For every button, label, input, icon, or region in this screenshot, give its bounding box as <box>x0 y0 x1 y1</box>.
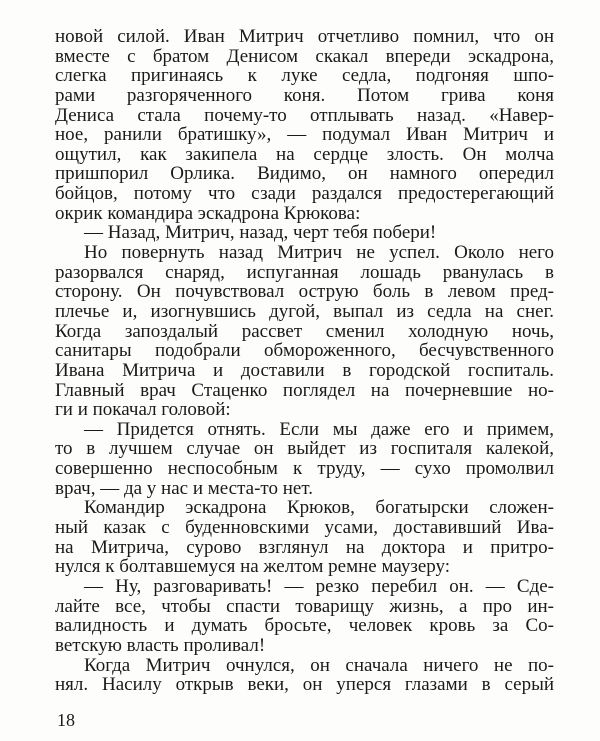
text-line: сторону. Он почувствовал острую боль в левом пред- <box>55 281 554 303</box>
text-line: Главный врач Стаценко поглядел на почерневшие но- <box>55 379 554 401</box>
text-line: — Ну, разговаривать! — резко перебил он. — Сде- <box>84 575 554 597</box>
text-line: — Назад, Митрич, назад, черт тебя побери! <box>84 222 437 244</box>
text-line: лайте все, чтобы спасти товарищу жизнь, а про ин- <box>55 595 554 617</box>
text-line: плечье и, изогнувшись дугой, выпал из седла на снег. <box>55 300 554 322</box>
text-line: Когда Митрич очнулся, он сначала ничего не по- <box>84 654 554 676</box>
text-line: на Митрича, сурово взглянул на доктора и притро- <box>55 536 554 558</box>
text-line: нулся к болтавшемуся на желтом ремне маузеру: <box>55 556 451 578</box>
text-line: совершенно неспособным к труду, — сухо промолвил <box>55 458 554 480</box>
text-line: разорвался снаряд, испуганная лошадь рванулась в <box>55 261 554 283</box>
text-line: ощутил, как закипела на сердце злость. Он молча <box>55 143 554 165</box>
text-line: слегка пригинаясь к луке седла, подгоняя шпо- <box>55 65 554 87</box>
text-line: ги и покачал головой: <box>55 399 231 421</box>
text-line: Ивана Митрича и доставили в городской госпиталь. <box>55 359 554 381</box>
text-line: рами разгоряченного коня. Потом грива коня <box>55 84 554 106</box>
text-line: Но повернуть назад Митрич не успел. Около него <box>84 242 554 264</box>
text-line: пришпорил Орлика. Видимо, он намного опередил <box>55 163 554 185</box>
text-line: — Придется отнять. Если мы даже его и примем, <box>84 418 554 440</box>
text-line: валидность и думать бросьте, человек кровь за Со- <box>55 615 554 637</box>
text-line: ветскую власть проливал! <box>55 634 266 656</box>
book-page-text <box>55 27 554 695</box>
text-line: окрик командира эскадрона Крюкова: <box>55 202 361 224</box>
text-line: то в лучшем случае он выйдет из госпиталя калекой, <box>55 438 554 460</box>
text-line: Дениса стала почему-то отплывать назад. «Навер- <box>55 104 554 126</box>
page-number: 18 <box>57 710 75 730</box>
text-line: новой силой. Иван Митрич отчетливо помнил, что он <box>55 26 554 47</box>
text-line: Когда запоздалый рассвет сменил холодную ночь, <box>55 320 554 342</box>
text-line: ное, ранили братишку», — подумал Иван Митрич и <box>55 124 554 146</box>
text-line: санитары подобрали обмороженного, бесчувственного <box>55 340 554 362</box>
text-line: бойцов, потому что сзади раздался предостерегающий <box>55 183 554 205</box>
text-line: ный казак с буденновскими усами, доставивший Ива- <box>55 517 554 539</box>
text-line: нял. Насилу открыв веки, он уперся глазами в серый <box>55 674 554 696</box>
text-line: Командир эскадрона Крюков, богатырски сложен- <box>84 497 554 519</box>
text-line: вместе с братом Денисом скакал впереди эскадрона, <box>55 45 554 67</box>
text-line: врач, — да у нас и места-то нет. <box>55 477 313 499</box>
